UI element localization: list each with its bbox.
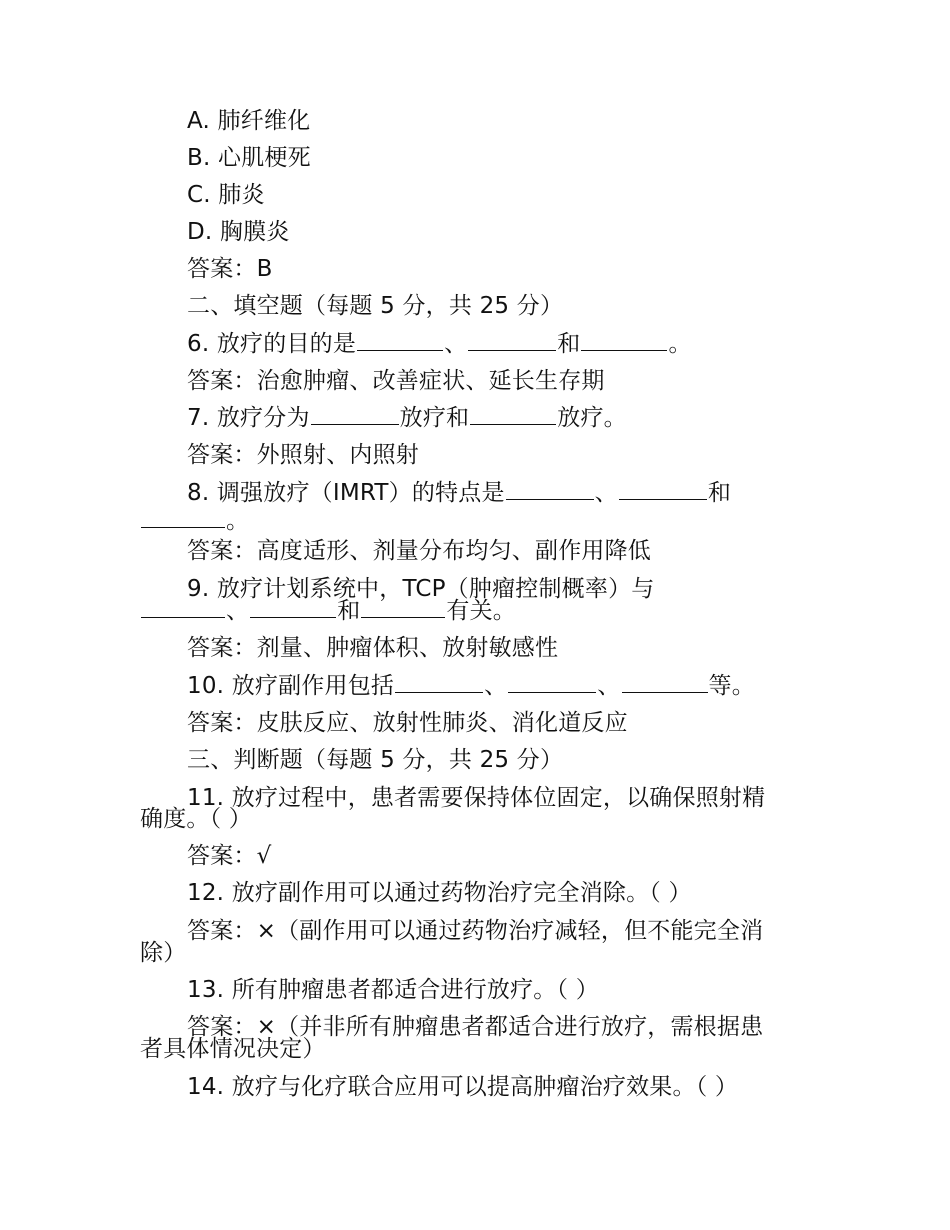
q6-prefix: 6. 放疗的目的是 <box>187 331 357 357</box>
blank <box>141 597 225 618</box>
question-8-cont <box>140 507 249 535</box>
q12-answer-cont: 除） <box>140 940 187 966</box>
blank <box>581 330 667 351</box>
question-6 <box>187 330 692 358</box>
q8-sep1: 、 <box>594 480 618 506</box>
q6-end: 。 <box>668 331 692 357</box>
question-12: 12. 放疗副作用可以通过药物治疗完全消除。（ ） <box>187 880 692 906</box>
blank <box>357 330 443 351</box>
blank <box>622 672 708 693</box>
blank <box>470 404 556 425</box>
q10-prefix: 10. 放疗副作用包括 <box>187 673 395 699</box>
q9-sep2: 和 <box>337 598 361 624</box>
question-7 <box>187 404 627 432</box>
option-c: C. 肺炎 <box>187 182 265 208</box>
question-14: 14. 放疗与化疗联合应用可以提高肿瘤治疗效果。（ ） <box>187 1074 739 1100</box>
question-11-cont: 确度。（ ） <box>140 806 253 832</box>
option-d: D. 胸膜炎 <box>187 219 290 245</box>
q7-answer: 答案：外照射、内照射 <box>187 442 419 468</box>
question-10 <box>187 672 755 700</box>
blank <box>506 479 594 500</box>
q7-prefix: 7. 放疗分为 <box>187 405 310 431</box>
q7-mid: 放疗和 <box>399 405 470 431</box>
option-a: A. 肺纤维化 <box>187 108 311 134</box>
q10-answer: 答案：皮肤反应、放射性肺炎、消化道反应 <box>187 710 628 736</box>
q9-end: 有关。 <box>446 598 517 624</box>
q9-answer: 答案：剂量、肿瘤体积、放射敏感性 <box>187 635 559 661</box>
question-13: 13. 所有肿瘤患者都适合进行放疗。（ ） <box>187 977 599 1003</box>
q8-sep2: 和 <box>707 480 732 506</box>
blank <box>311 404 399 425</box>
q6-sep2: 和 <box>557 331 581 357</box>
q5-answer: 答案：B <box>187 256 273 282</box>
question-11: 11. 放疗过程中，患者需要保持体位固定，以确保照射精 <box>187 785 766 811</box>
q11-answer: 答案：√ <box>187 843 272 869</box>
blank <box>141 507 225 528</box>
q13-answer-cont: 者具体情况决定） <box>140 1036 326 1062</box>
q6-sep1: 、 <box>444 331 468 357</box>
q6-answer: 答案：治愈肿瘤、改善症状、延长生存期 <box>187 368 605 394</box>
q10-end: 等。 <box>708 673 755 699</box>
q8-answer: 答案：高度适形、剂量分布均匀、副作用降低 <box>187 538 651 564</box>
q12-answer: 答案：×（副作用可以通过药物治疗减轻，但不能完全消 <box>187 918 764 944</box>
blank <box>361 597 445 618</box>
q10-sep2: 、 <box>597 673 621 699</box>
q9-sep1: 、 <box>226 598 250 624</box>
blank <box>468 330 556 351</box>
blank <box>619 479 707 500</box>
q10-sep1: 、 <box>484 673 508 699</box>
q13-answer: 答案：×（并非所有肿瘤患者都适合进行放疗，需根据患 <box>187 1014 764 1040</box>
option-b: B. 心肌梗死 <box>187 145 311 171</box>
blank <box>508 672 596 693</box>
question-9-cont <box>140 597 516 625</box>
question-9: 9. 放疗计划系统中，TCP（肿瘤控制概率）与 <box>187 576 655 602</box>
q7-end: 放疗。 <box>557 405 627 431</box>
section-title-true-false: 三、判断题（每题 5 分，共 25 分） <box>187 747 564 773</box>
section-title-fill-in: 二、填空题（每题 5 分，共 25 分） <box>187 293 564 319</box>
blank <box>250 597 336 618</box>
question-8 <box>187 479 731 507</box>
q8-end: 。 <box>226 508 250 534</box>
q8-prefix: 8. 调强放疗（IMRT）的特点是 <box>187 480 505 506</box>
blank <box>395 672 483 693</box>
